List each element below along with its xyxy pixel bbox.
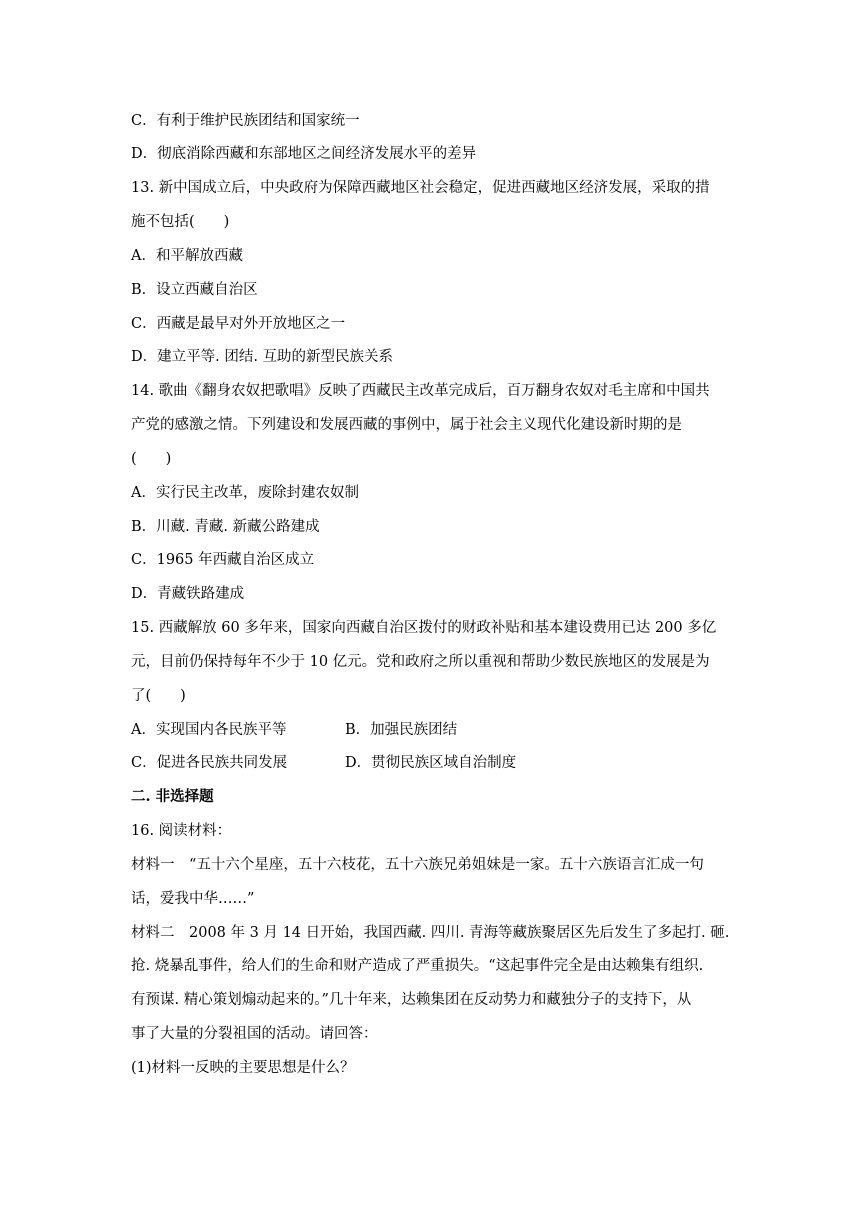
q14-option-a: A．实行民主改革，废除封建农奴制 [131, 485, 359, 501]
q15-stem-line2: 元，目前仍保持每年不少于 10 亿元。党和政府之所以重视和帮助少数民族地区的发展是为 [131, 654, 710, 670]
q16-material1-line1: 材料一 “五十六个星座，五十六枝花，五十六族兄弟姐妹是一家。五十六族语言汇成一句 [131, 857, 704, 873]
q14-stem-line3: ( ) [131, 451, 172, 467]
q16-material1-line2: 话，爱我中华……” [131, 891, 255, 907]
q15-option-d: D．贯彻民族区域自治制度 [345, 755, 517, 771]
q15-options-row2 [131, 753, 517, 773]
q13-stem-line2: 施不包括( ) [131, 214, 230, 230]
q14-option-c: C．1965 年西藏自治区成立 [131, 552, 315, 568]
q15-stem-line1: 15. 西藏解放 60 多年来，国家向西藏自治区拨付的财政补贴和基本建设费用已达 200 多亿 [131, 620, 717, 636]
q16-material2-line4: 事了大量的分裂祖国的活动。请回答： [131, 1026, 378, 1042]
q15-option-c: C．促进各民族共同发展 [131, 755, 288, 771]
q15-option-a: A．实现国内各民族平等 [131, 722, 287, 738]
q15-options-row1 [131, 720, 458, 740]
q12-option-d: D．彻底消除西藏和东部地区之间经济发展水平的差异 [131, 146, 477, 162]
q14-option-b: B．川藏. 青藏. 新藏公路建成 [131, 519, 320, 535]
q15-stem-line3: 了( ) [131, 688, 186, 704]
q12-option-c: C．有利于维护民族团结和国家统一 [131, 113, 360, 129]
q13-stem-line1: 13. 新中国成立后，中央政府为保障西藏地区社会稳定，促进西藏地区经济发展，采取的措 [131, 180, 710, 196]
q13-option-b: B．设立西藏自治区 [131, 282, 258, 298]
q16-material2-line1: 材料二 2008 年 3 月 14 日开始，我国西藏. 四川. 青海等藏族聚居区先后发生了多起打. 砸. [131, 925, 730, 941]
q13-option-c: C．西藏是最早对外开放地区之一 [131, 316, 346, 332]
q16-material2-line3: 有预谋. 精心策划煽动起来的。”几十年来，达赖集团在反动势力和藏独分子的支持下，从 [131, 992, 692, 1008]
q16-material2-line2: 抢. 烧暴乱事件，给人们的生命和财产造成了严重损失。“这起事件完全是由达赖集有组织. [131, 958, 704, 974]
q15-option-b: B．加强民族团结 [345, 722, 458, 738]
q14-stem-line2: 产党的感激之情。下列建设和发展西藏的事例中，属于社会主义现代化建设新时期的是 [131, 417, 682, 433]
q13-option-a: A．和平解放西藏 [131, 248, 243, 264]
q16-stem: 16. 阅读材料： [131, 823, 232, 839]
q14-stem-line1: 14. 歌曲《翻身农奴把歌唱》反映了西藏民主改革完成后，百万翻身农奴对毛主席和中国共 [131, 383, 710, 399]
q13-option-d: D．建立平等. 团结. 互助的新型民族关系 [131, 349, 394, 365]
q14-option-d: D．青藏铁路建成 [131, 586, 245, 602]
section2-heading: 二. 非选择题 [131, 788, 214, 805]
q16-question1: (1)材料一反映的主要思想是什么？ [131, 1060, 355, 1076]
